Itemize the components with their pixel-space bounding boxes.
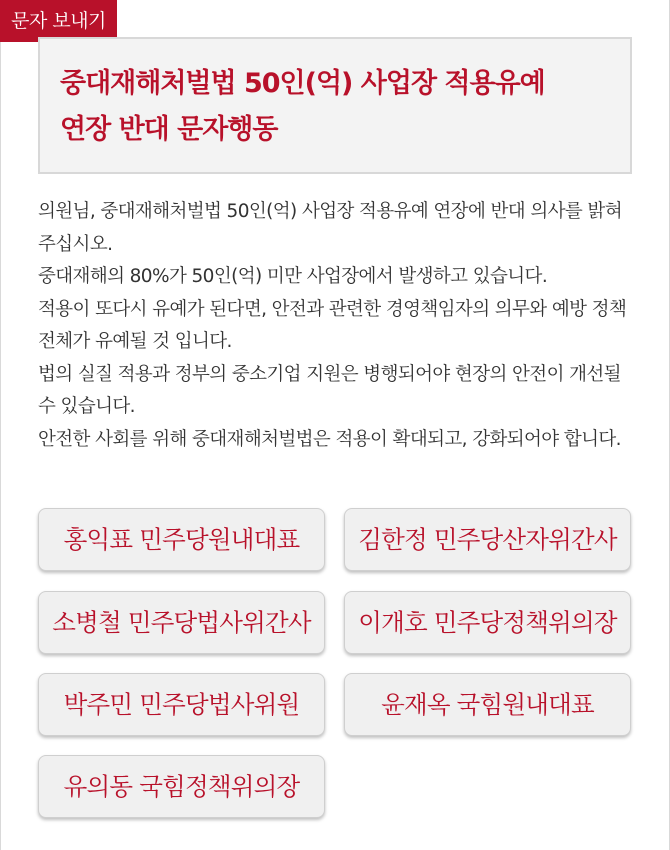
title-line-2: 연장 반대 문자행동 xyxy=(60,114,278,145)
message-body xyxy=(38,196,634,456)
send-button-yun-jaeok[interactable]: 윤재옥 국힘원내대표 xyxy=(344,673,631,736)
body-paragraph: 안전한 사회를 위해 중대재해처벌법은 적용이 확대되고, 강화되어야 합니다. xyxy=(38,428,621,450)
title-line-1: 중대재해처벌법 50인(억) 사업장 적용유예 xyxy=(60,68,545,99)
body-paragraph: 중대재해의 80%가 50인(억) 미만 사업장에서 발생하고 있습니다. xyxy=(38,266,548,287)
body-paragraph: 의원님, 중대재해처벌법 50인(억) 사업장 적용유예 연장에 반대 의사를 밝혀주십시오. xyxy=(38,201,622,255)
send-button-yu-uidong[interactable]: 유의동 국힘정책위의장 xyxy=(38,755,325,818)
send-button-so-byeongcheol[interactable]: 소병철 민주당법사위간사 xyxy=(38,591,325,654)
send-button-kim-hanjeong[interactable]: 김한정 민주당산자위간사 xyxy=(344,508,631,571)
body-paragraph: 법의 실질 적용과 정부의 중소기업 지원은 병행되어야 현장의 안전이 개선될 수 있습니다. xyxy=(38,363,621,417)
title-box xyxy=(38,37,632,174)
send-button-park-jumin[interactable]: 박주민 민주당법사위원 xyxy=(38,673,325,736)
send-button-hong-ikpyo[interactable]: 홍익표 민주당원내대표 xyxy=(38,508,325,571)
send-button-lee-gaeho[interactable]: 이개호 민주당정책위의장 xyxy=(344,591,631,654)
body-paragraph: 적용이 또다시 유예가 된다면, 안전과 관련한 경영책임자의 의무와 예방 정책 전체가 유예될 것 입니다. xyxy=(38,298,627,352)
send-message-tag: 문자 보내기 xyxy=(0,0,117,42)
